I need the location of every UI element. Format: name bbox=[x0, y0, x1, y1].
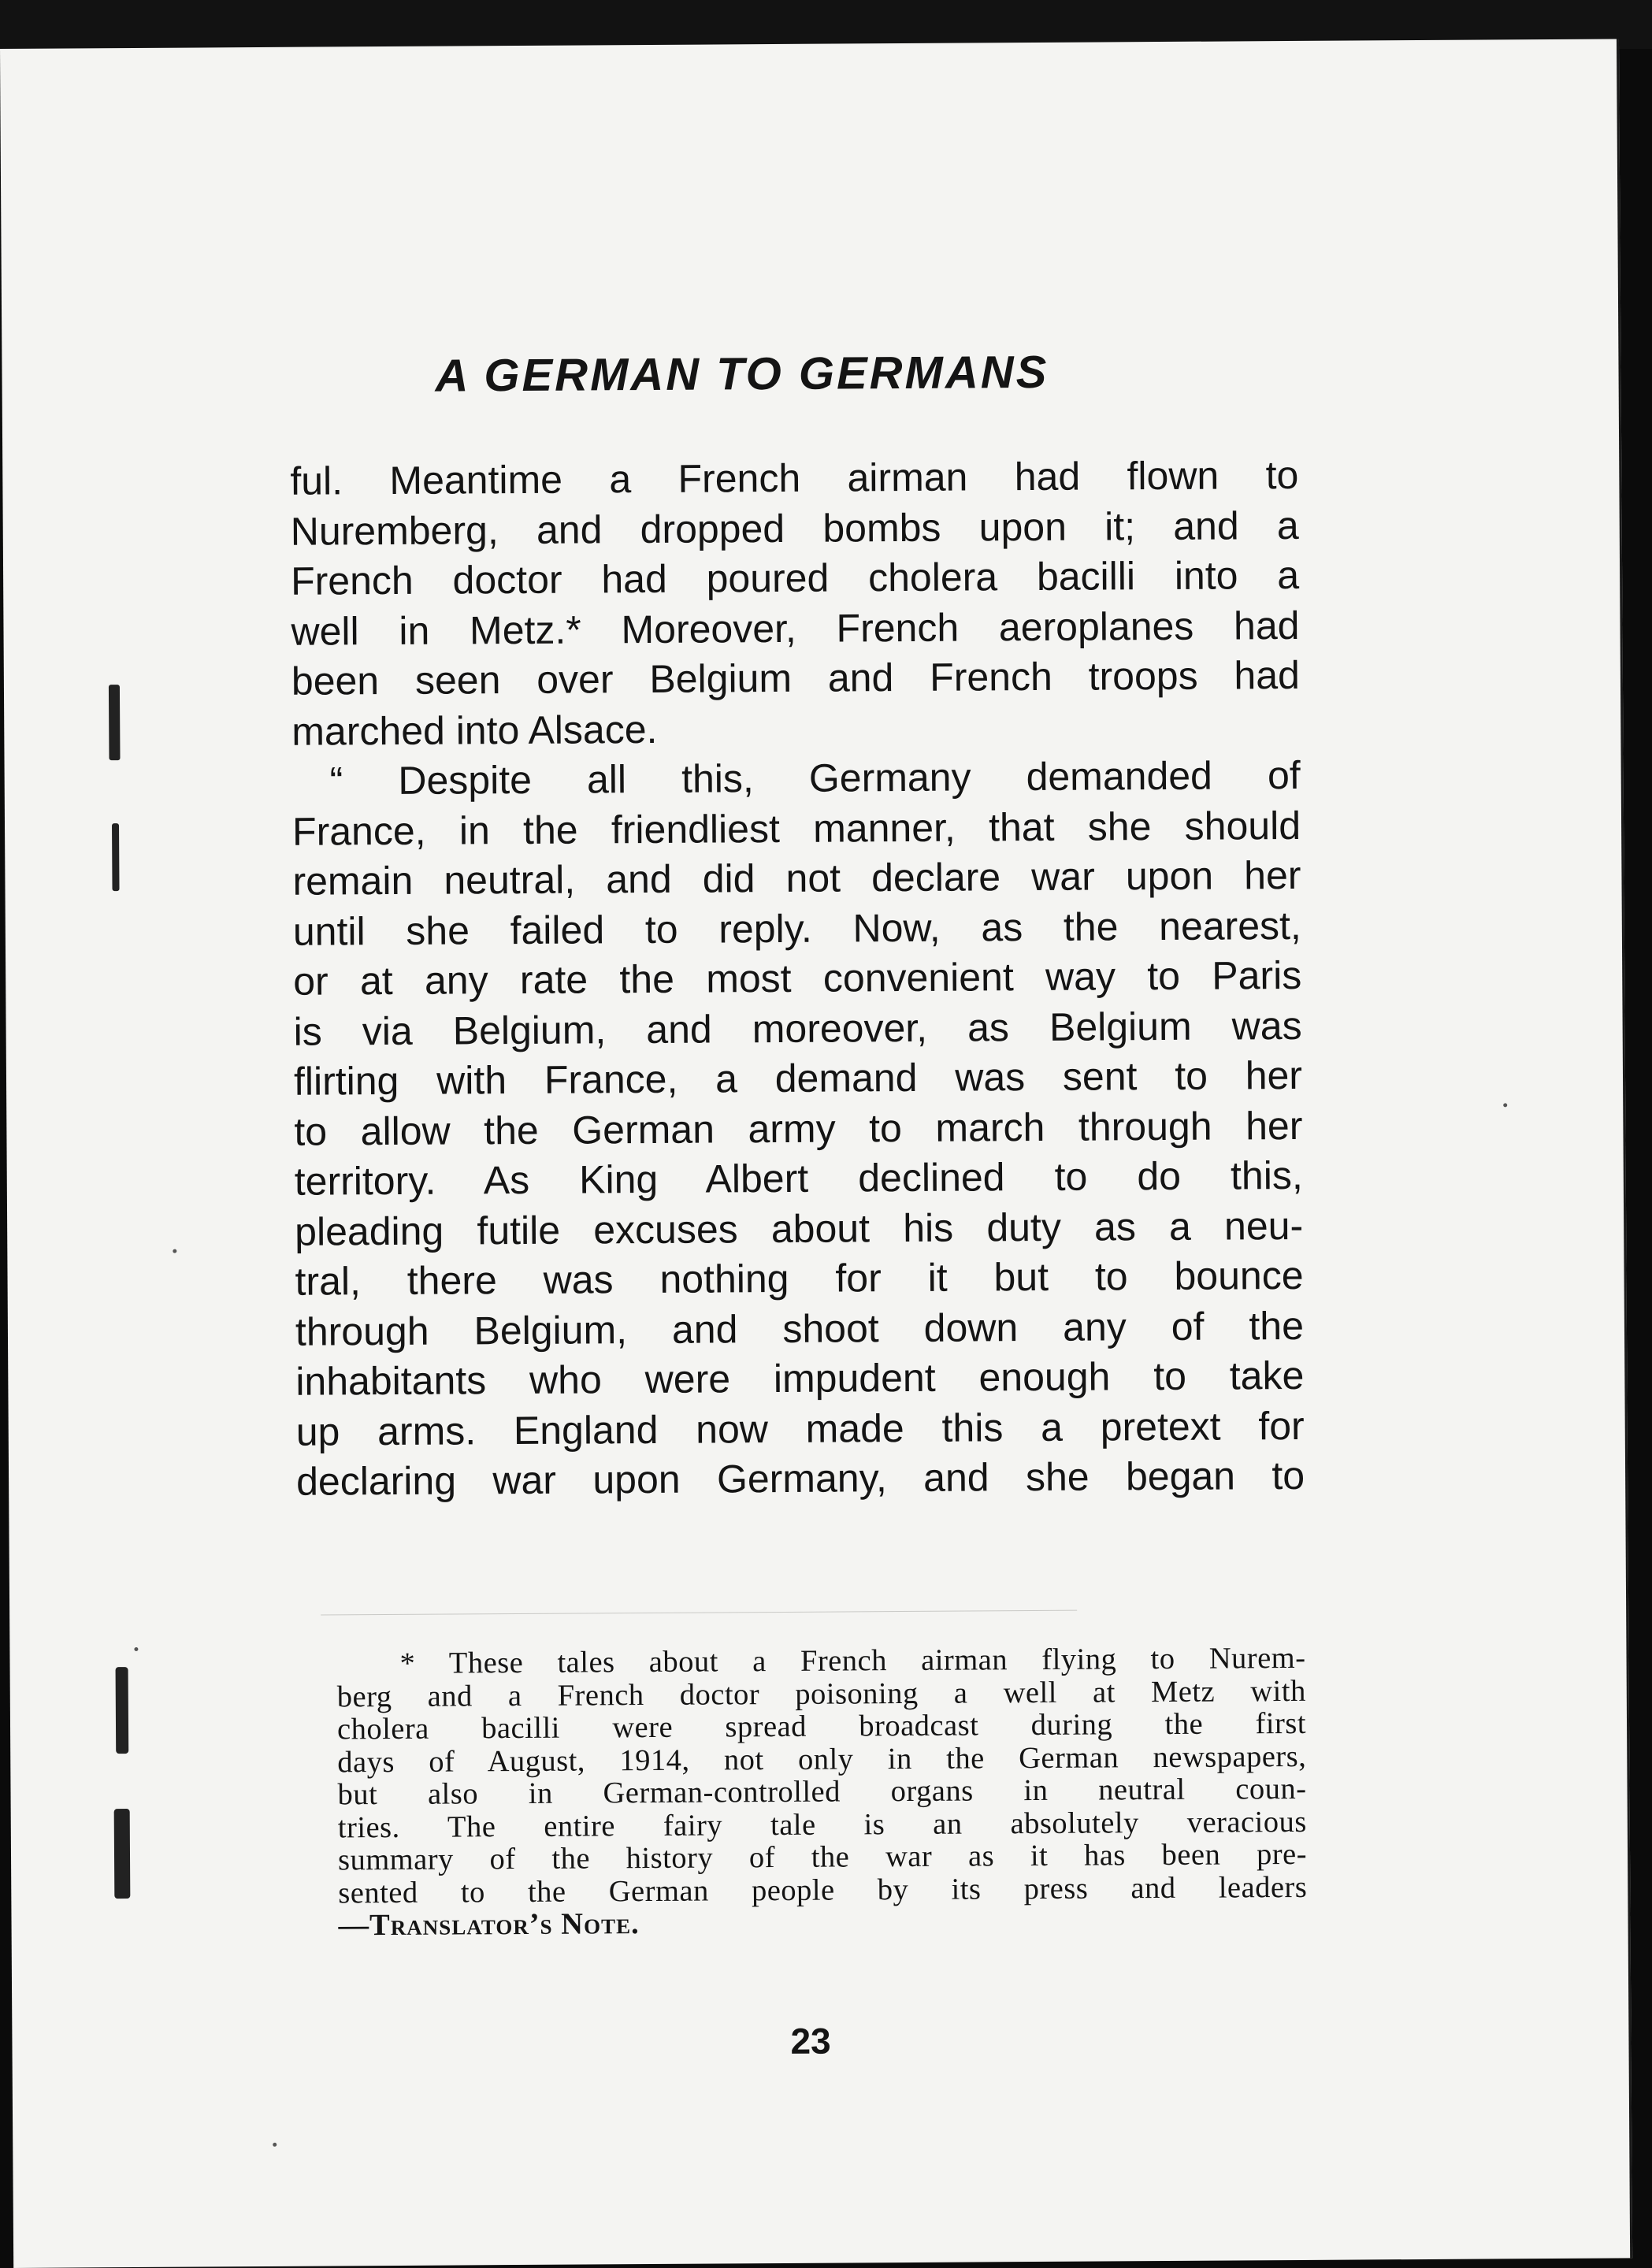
margin-mark bbox=[112, 823, 120, 891]
translator-note-signature: —Translator’s Note. bbox=[338, 1907, 640, 1943]
scan-speck bbox=[173, 1249, 176, 1253]
footnote-line: berg and a French doctor poisoning a well at Metz with bbox=[336, 1674, 1306, 1713]
body-line: is via Belgium, and moreover, as Belgium was bbox=[293, 1003, 1302, 1054]
footnote-line: * These tales about a French airman flying to Nurem- bbox=[399, 1641, 1306, 1680]
body-line: marched into Alsace. bbox=[291, 707, 658, 754]
body-line: up arms. England now made this a pretext for bbox=[295, 1403, 1305, 1454]
footnote-line: cholera bacilli were spread broadcast during the first bbox=[336, 1706, 1307, 1746]
body-line: flirting with France, a demand was sent to her bbox=[293, 1052, 1303, 1104]
body-line: through Belgium, and shoot down any of the bbox=[295, 1303, 1305, 1354]
footnote-line: summary of the history of the war as it has been pre- bbox=[337, 1837, 1308, 1877]
body-line: declaring war upon Germany, and she began to bbox=[295, 1453, 1305, 1504]
body-text bbox=[290, 451, 1305, 1507]
book-page bbox=[0, 39, 1632, 2268]
body-line: pleading futile excuses about his duty as a neu- bbox=[295, 1203, 1304, 1254]
scan-speck bbox=[134, 1647, 138, 1651]
body-line: well in Metz.* Moreover, French aeroplanes had bbox=[291, 603, 1300, 654]
margin-mark bbox=[109, 685, 121, 760]
body-line: Nuremberg, and dropped bombs upon it; and a bbox=[290, 503, 1299, 554]
footnote-line: tries. The entire fairy tale is an absolutely veracious bbox=[337, 1805, 1307, 1844]
margin-mark bbox=[116, 1667, 129, 1754]
body-line: French doctor had poured cholera bacilli into a bbox=[290, 552, 1300, 603]
body-line: inhabitants who were impudent enough to take bbox=[295, 1353, 1305, 1404]
footnote-line: but also in German-controlled organs in neutral coun- bbox=[337, 1772, 1307, 1812]
body-line: or at any rate the most convenient way to Paris bbox=[293, 952, 1302, 1004]
margin-mark bbox=[114, 1809, 131, 1899]
body-line: been seen over Belgium and French troops had bbox=[291, 652, 1301, 703]
footnote-divider bbox=[321, 1610, 1077, 1616]
body-line: remain neutral, and did not declare war upon her bbox=[292, 852, 1301, 904]
footnote-line: sented to the German people by its press and leaders bbox=[338, 1870, 1308, 1910]
running-head: A GERMAN TO GERMANS bbox=[435, 346, 1049, 402]
scan-speck bbox=[1503, 1103, 1507, 1107]
body-line: tral, there was nothing for it but to bounce bbox=[295, 1253, 1304, 1304]
body-line: “ Despite all this, Germany demanded of bbox=[329, 752, 1301, 804]
footnote-line: days of August, 1914, not only in the German newspapers, bbox=[337, 1739, 1307, 1779]
body-line: France, in the friendliest manner, that she should bbox=[291, 803, 1301, 854]
body-line: territory. As King Albert declined to do this, bbox=[294, 1153, 1303, 1204]
scan-speck bbox=[273, 2143, 277, 2147]
page-number: 23 bbox=[790, 2020, 831, 2062]
body-line: until she failed to reply. Now, as the nearest, bbox=[292, 903, 1301, 954]
body-line: ful. Meantime a French airman had flown to bbox=[290, 452, 1299, 503]
footnote bbox=[336, 1643, 1307, 1943]
body-line: to allow the German army to march through her bbox=[294, 1103, 1303, 1154]
